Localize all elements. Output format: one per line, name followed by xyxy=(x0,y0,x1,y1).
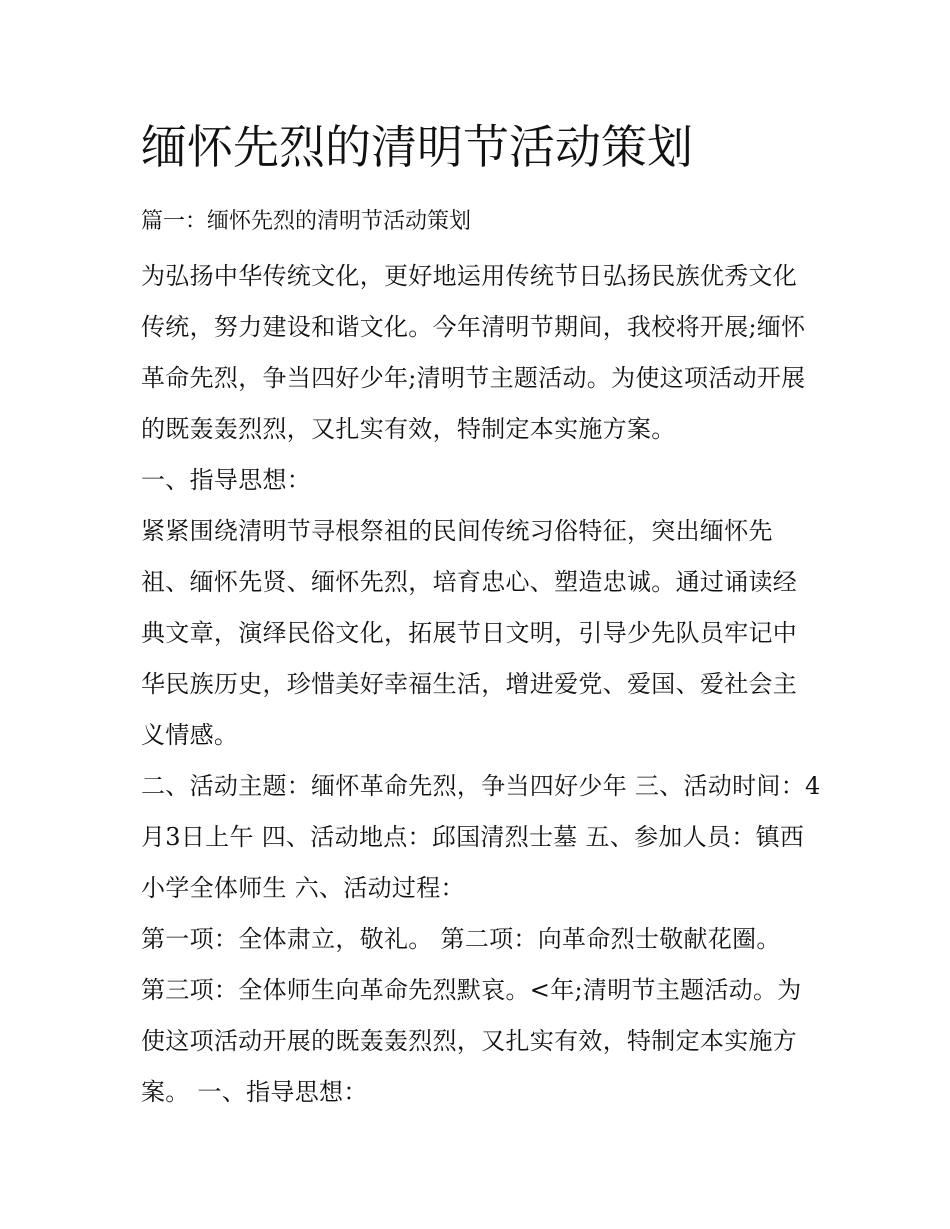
paragraph-steps-1: 第一项：全体肃立，敬礼。 第二项：向革命烈士敬献花圈。 xyxy=(141,925,781,953)
document-title: 缅怀先烈的清明节活动策划 xyxy=(141,120,693,174)
paragraph-activity-info: 二、活动主题：缅怀革命先烈，争当四好少年 三、活动时间：4月3日上午 四、活动地点：邱国清烈士墓 五、参加人员：镇西小学全体师生 六、活动过程： xyxy=(141,772,821,902)
paragraph-steps-2: 第三项：全体师生向革命先烈默哀。<年;清明节主题活动。为使这项活动开展的既轰轰烈烈，又扎实有效，特制定本实施方案。 一、指导思想： xyxy=(141,976,802,1106)
paragraph-guiding-thought: 紧紧围绕清明节寻根祭祖的民间传统习俗特征，突出缅怀先祖、缅怀先贤、缅怀先烈，培育忠心、塑造忠诚。通过诵读经典文章，演绎民俗文化，拓展节日文明，引导少先队员牢记中华民族历史，珍惜美好幸福生活，增进爱党、爱国、爱社会主义情感。 xyxy=(141,517,798,749)
document-body xyxy=(141,112,821,1118)
paragraph-guiding-heading: 一、指导思想： xyxy=(141,466,312,494)
paragraph-intro: 为弘扬中华传统文化，更好地运用传统节日弘扬民族优秀文化传统，努力建设和谐文化。今年清明节期间，我校将开展;缅怀革命先烈，争当四好少年;清明节主题活动。为使这项活动开展的既轰轰烈烈，又扎实有效，特制定本实施方案。 xyxy=(141,262,806,443)
section-heading: 篇一：缅怀先烈的清明节活动策划 xyxy=(141,209,472,234)
